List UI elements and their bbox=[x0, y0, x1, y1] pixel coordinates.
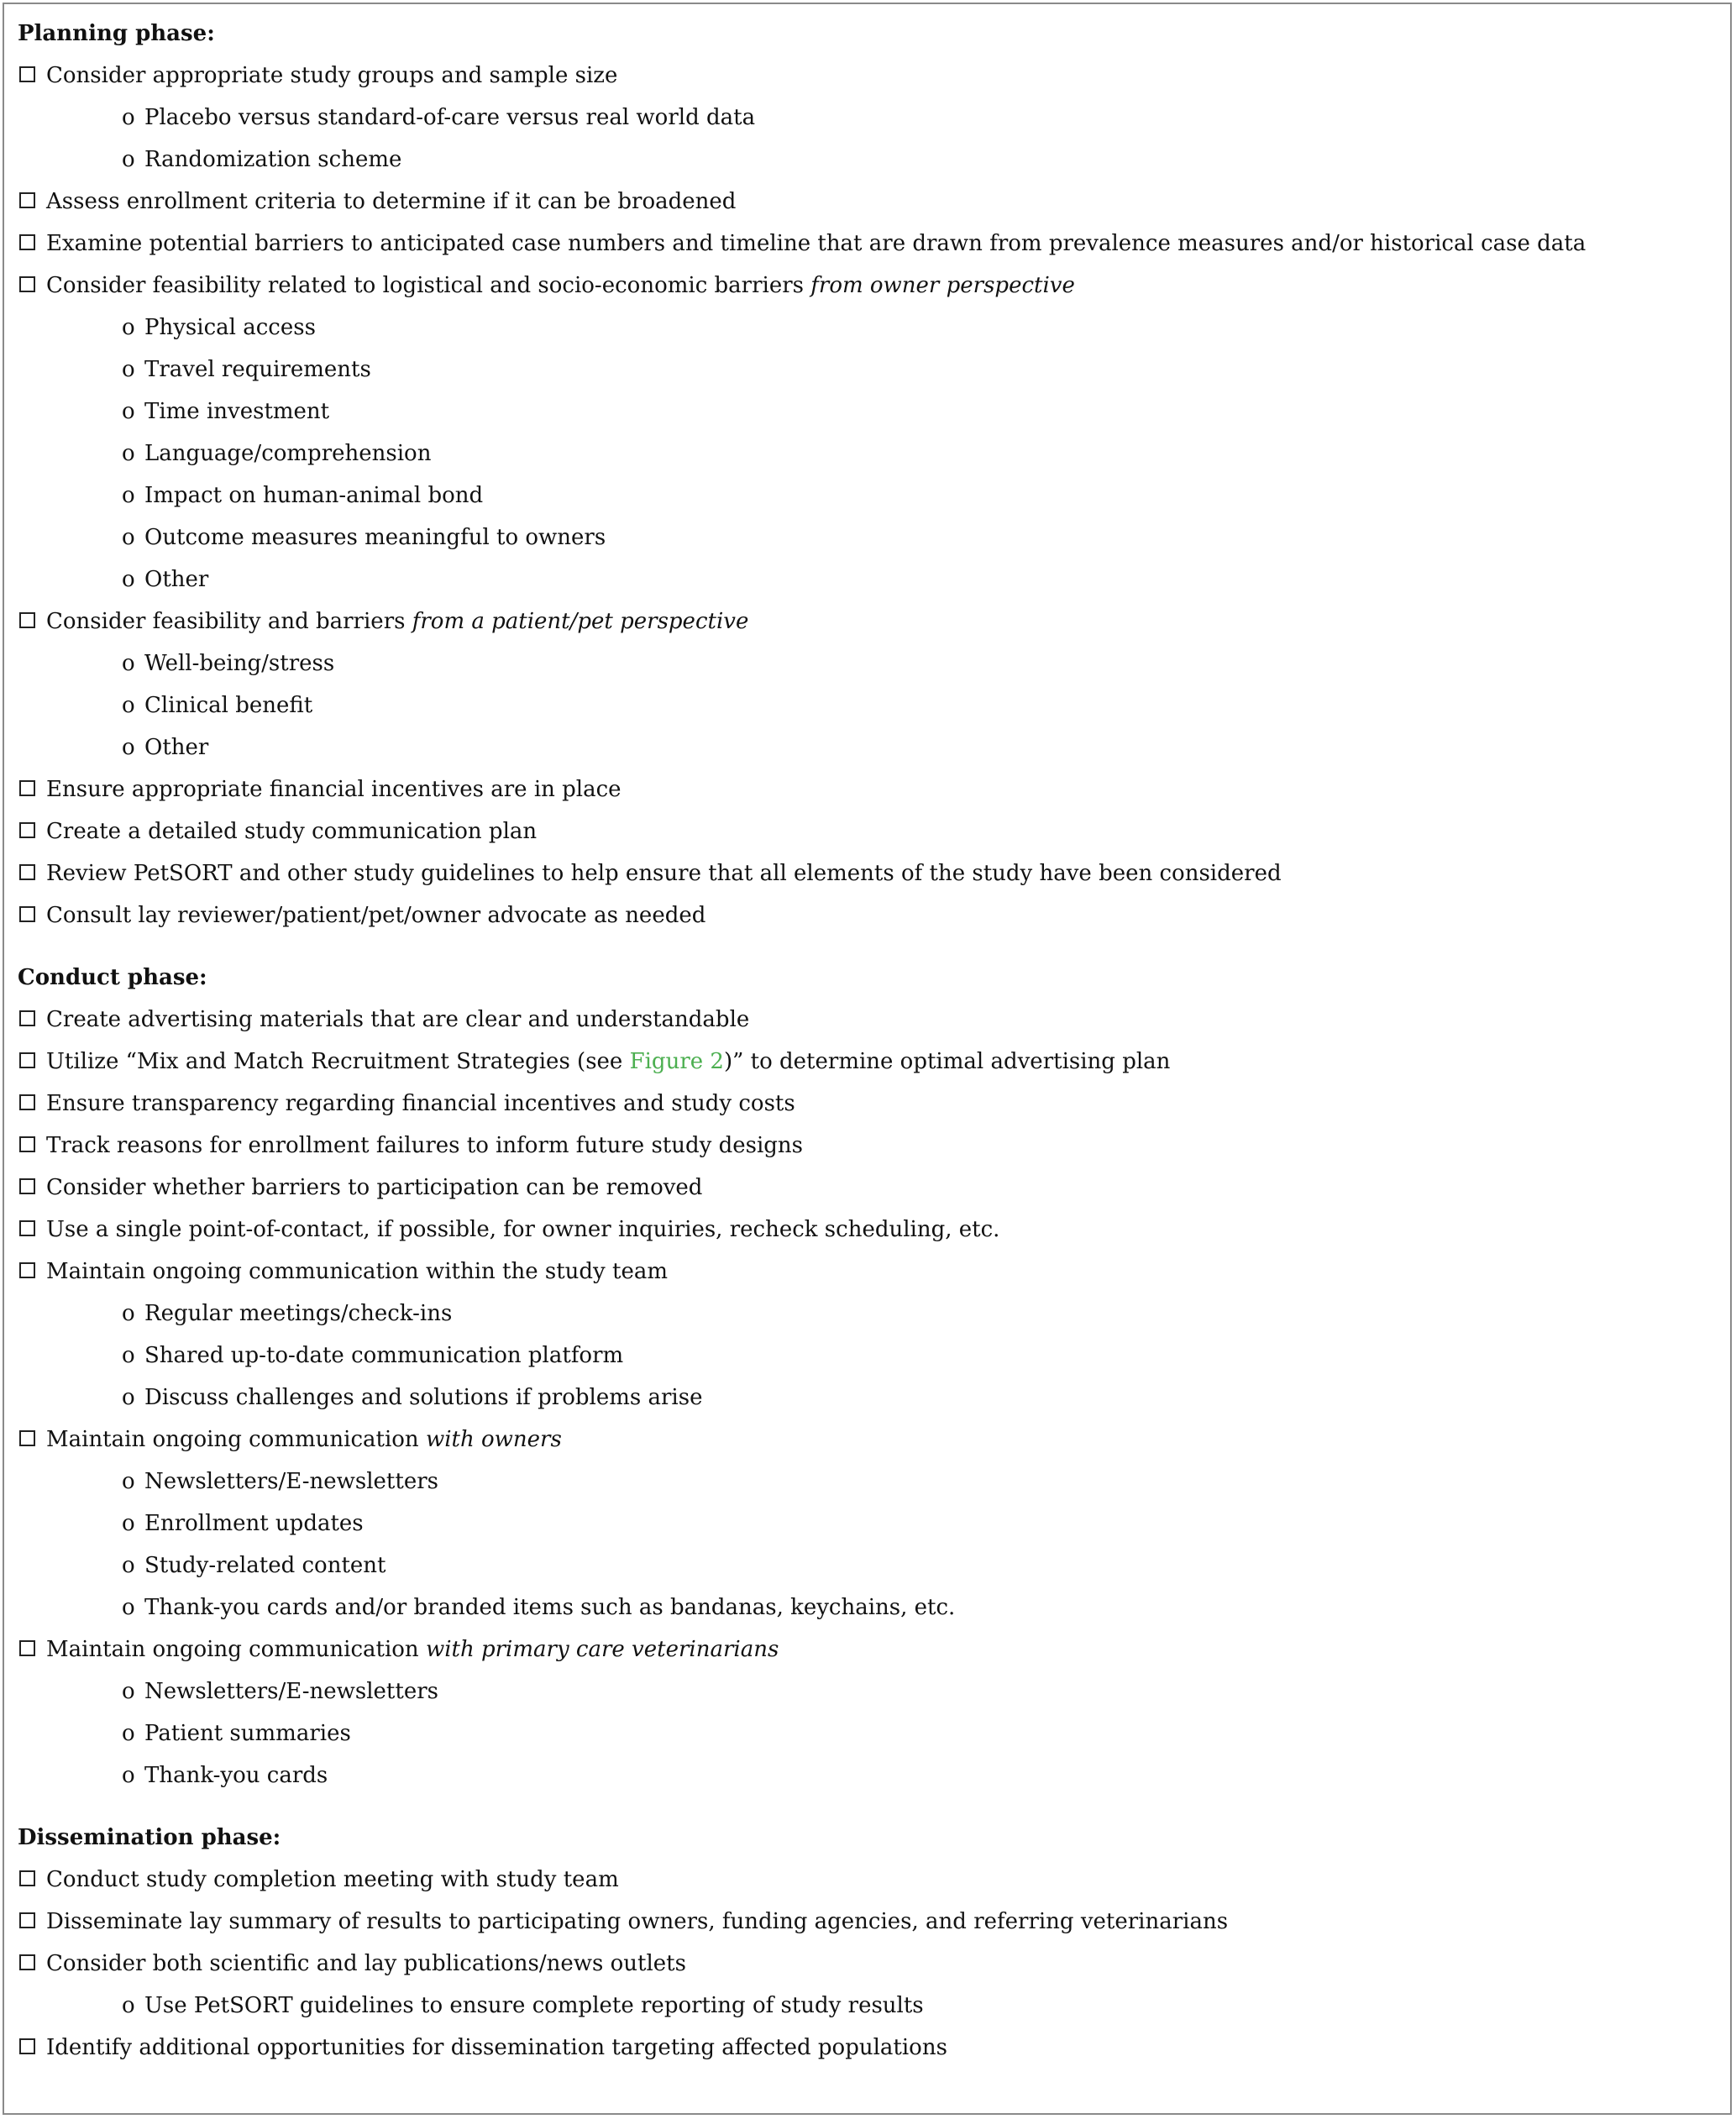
sub-item bbox=[18, 1671, 1723, 1713]
bullet-icon: o bbox=[122, 525, 135, 550]
checkbox[interactable] bbox=[19, 1430, 35, 1446]
checkbox[interactable] bbox=[19, 192, 35, 208]
bullet-icon: o bbox=[122, 1301, 135, 1326]
checklist-item bbox=[18, 810, 1723, 852]
item-text: Assess enrollment criteria to determine if it can be broadened bbox=[46, 189, 737, 214]
bullet-icon: o bbox=[122, 1993, 135, 2018]
checklist-content bbox=[18, 13, 1723, 2069]
bullet-icon: o bbox=[122, 1553, 135, 1578]
item-text-emphasis: with owners bbox=[425, 1427, 562, 1452]
checklist-item bbox=[18, 852, 1723, 894]
sub-item bbox=[18, 1985, 1723, 2027]
item-text-emphasis: with primary care veterinarians bbox=[425, 1637, 779, 1662]
sub-item-text: Study-related content bbox=[144, 1553, 386, 1578]
item-text: Ensure appropriate financial incentives are in place bbox=[46, 777, 621, 802]
checklist-item bbox=[18, 1209, 1723, 1251]
item-text: Consider appropriate study groups and sample size bbox=[46, 63, 618, 88]
item-text: Consult lay reviewer/patient/pet/owner advocate as needed bbox=[46, 903, 706, 928]
checklist-item bbox=[18, 2027, 1723, 2069]
sub-item-text: Patient summaries bbox=[144, 1721, 351, 1746]
checkbox[interactable] bbox=[19, 612, 35, 628]
checkbox[interactable] bbox=[19, 1220, 35, 1236]
checkbox[interactable] bbox=[19, 2038, 35, 2054]
sub-item-text: Physical access bbox=[144, 315, 316, 340]
sub-item bbox=[18, 517, 1723, 559]
sub-item-text: Impact on human-animal bond bbox=[144, 483, 484, 508]
phase-title: Planning phase: bbox=[18, 21, 215, 46]
bullet-icon: o bbox=[122, 315, 135, 340]
sub-item-text: Newsletters/E-newsletters bbox=[144, 1469, 438, 1494]
bullet-icon: o bbox=[122, 567, 135, 592]
item-text: Use a single point-of-contact, if possible, for owner inquiries, recheck scheduling, etc. bbox=[46, 1217, 1000, 1242]
item-text: Consider both scientific and lay publications/news outlets bbox=[46, 1951, 686, 1976]
bullet-icon: o bbox=[122, 735, 135, 760]
sub-item bbox=[18, 1545, 1723, 1587]
bullet-icon: o bbox=[122, 1763, 135, 1788]
item-text: )” to determine optimal advertising plan bbox=[723, 1049, 1171, 1074]
bullet-icon: o bbox=[122, 357, 135, 382]
bullet-icon: o bbox=[122, 483, 135, 508]
sub-item bbox=[18, 349, 1723, 391]
phase-title: Dissemination phase: bbox=[18, 1825, 281, 1850]
checkbox[interactable] bbox=[19, 1010, 35, 1026]
bullet-icon: o bbox=[122, 1721, 135, 1746]
bullet-icon: o bbox=[122, 651, 135, 676]
sub-item-text: Travel requirements bbox=[144, 357, 371, 382]
sub-item-text: Randomization scheme bbox=[144, 147, 402, 172]
sub-item bbox=[18, 139, 1723, 181]
figure-link[interactable]: Figure 2 bbox=[629, 1049, 724, 1074]
checklist-item bbox=[18, 1419, 1723, 1461]
item-text-emphasis: from owner perspective bbox=[810, 273, 1075, 298]
item-text: Maintain ongoing communication bbox=[46, 1637, 426, 1662]
sub-item-text: Well-being/stress bbox=[144, 651, 335, 676]
sub-item bbox=[18, 433, 1723, 475]
checkbox[interactable] bbox=[19, 1136, 35, 1152]
checklist-item bbox=[18, 1083, 1723, 1125]
checkbox[interactable] bbox=[19, 1178, 35, 1194]
item-text: Ensure transparency regarding financial incentives and study costs bbox=[46, 1091, 795, 1116]
sub-item bbox=[18, 1461, 1723, 1503]
sub-item-text: Thank-you cards bbox=[144, 1763, 328, 1788]
bullet-icon: o bbox=[122, 441, 135, 466]
sub-item-text: Use PetSORT guidelines to ensure complete reporting of study results bbox=[144, 1993, 924, 2018]
bullet-icon: o bbox=[122, 399, 135, 424]
item-text: Identify additional opportunities for dissemination targeting affected populations bbox=[46, 2035, 947, 2060]
sub-item-text: Other bbox=[144, 735, 209, 760]
sub-item bbox=[18, 307, 1723, 349]
sub-item-text: Outcome measures meaningful to owners bbox=[144, 525, 606, 550]
checklist-item bbox=[18, 265, 1723, 307]
sub-item bbox=[18, 1377, 1723, 1419]
sub-item bbox=[18, 97, 1723, 139]
checkbox[interactable] bbox=[19, 1094, 35, 1110]
sub-item-text: Placebo versus standard-of-care versus real world data bbox=[144, 105, 756, 130]
item-text: Review PetSORT and other study guidelines to help ensure that all elements of the study have been considered bbox=[46, 861, 1282, 886]
checkbox[interactable] bbox=[19, 780, 35, 796]
sub-item-text: Enrollment updates bbox=[144, 1511, 364, 1536]
sub-item bbox=[18, 643, 1723, 684]
item-text: Create a detailed study communication plan bbox=[46, 819, 538, 844]
sub-item bbox=[18, 391, 1723, 433]
item-text-emphasis: from a patient/pet perspective bbox=[412, 609, 749, 634]
checkbox[interactable] bbox=[19, 234, 35, 250]
checklist-item bbox=[18, 1901, 1723, 1943]
sub-item bbox=[18, 1293, 1723, 1335]
bullet-icon: o bbox=[122, 1385, 135, 1410]
sub-item bbox=[18, 1754, 1723, 1796]
checklist-item bbox=[18, 223, 1723, 265]
item-text: Maintain ongoing communication within the study team bbox=[46, 1259, 668, 1284]
checklist-item bbox=[18, 999, 1723, 1041]
sub-item bbox=[18, 1587, 1723, 1629]
checkbox[interactable] bbox=[19, 66, 35, 82]
checklist-item bbox=[18, 1167, 1723, 1209]
bullet-icon: o bbox=[122, 105, 135, 130]
checkbox[interactable] bbox=[19, 1640, 35, 1656]
phase-title: Conduct phase: bbox=[18, 965, 207, 990]
bullet-icon: o bbox=[122, 1511, 135, 1536]
checklist-item bbox=[18, 1251, 1723, 1293]
checklist-item bbox=[18, 768, 1723, 810]
sub-item bbox=[18, 559, 1723, 601]
sub-item bbox=[18, 684, 1723, 726]
bullet-icon: o bbox=[122, 693, 135, 718]
sub-item bbox=[18, 475, 1723, 517]
item-text: Consider whether barriers to participation can be removed bbox=[46, 1175, 703, 1200]
checkbox[interactable] bbox=[19, 906, 35, 922]
checklist-item bbox=[18, 1041, 1723, 1083]
item-text: Disseminate lay summary of results to participating owners, funding agencies, and referring veterinarians bbox=[46, 1909, 1229, 1934]
sub-item-text: Thank-you cards and/or branded items such as bandanas, keychains, etc. bbox=[144, 1595, 956, 1620]
checklist-item bbox=[18, 1125, 1723, 1167]
item-text: Consider feasibility and barriers bbox=[46, 609, 412, 634]
phase-section bbox=[18, 13, 1723, 936]
checkbox[interactable] bbox=[19, 1912, 35, 1928]
phase-section bbox=[18, 957, 1723, 1796]
item-text: Create advertising materials that are clear and understandable bbox=[46, 1007, 750, 1032]
checkbox[interactable] bbox=[19, 1262, 35, 1278]
sub-item-text: Regular meetings/check-ins bbox=[144, 1301, 453, 1326]
item-text: Utilize “Mix and Match Recruitment Strategies (see bbox=[46, 1049, 630, 1074]
sub-item-text: Time investment bbox=[144, 399, 330, 424]
item-text: Maintain ongoing communication bbox=[46, 1427, 426, 1452]
bullet-icon: o bbox=[122, 1679, 135, 1704]
item-text: Consider feasibility related to logistical and socio-economic barriers bbox=[46, 273, 811, 298]
item-text: Track reasons for enrollment failures to inform future study designs bbox=[46, 1133, 803, 1158]
item-text: Conduct study completion meeting with study team bbox=[46, 1867, 619, 1892]
sub-item-text: Shared up-to-date communication platform bbox=[144, 1343, 624, 1368]
bullet-icon: o bbox=[122, 1469, 135, 1494]
checkbox[interactable] bbox=[19, 864, 35, 880]
checkbox[interactable] bbox=[19, 276, 35, 292]
sub-item bbox=[18, 1335, 1723, 1377]
sub-item-text: Discuss challenges and solutions if problems arise bbox=[144, 1385, 703, 1410]
checklist-item bbox=[18, 55, 1723, 97]
sub-item-text: Other bbox=[144, 567, 209, 592]
checklist-item bbox=[18, 1943, 1723, 1985]
sub-item-text: Clinical benefit bbox=[144, 693, 313, 718]
checklist-item bbox=[18, 181, 1723, 223]
bullet-icon: o bbox=[122, 1595, 135, 1620]
checklist-item bbox=[18, 601, 1723, 643]
checklist-frame bbox=[3, 3, 1732, 2115]
sub-item-text: Language/comprehension bbox=[144, 441, 432, 466]
checkbox[interactable] bbox=[19, 1870, 35, 1886]
checkbox[interactable] bbox=[19, 822, 35, 838]
sub-item bbox=[18, 1503, 1723, 1545]
sub-item bbox=[18, 1713, 1723, 1754]
phase-section bbox=[18, 1817, 1723, 2069]
checkbox[interactable] bbox=[19, 1052, 35, 1068]
checkbox[interactable] bbox=[19, 1954, 35, 1970]
checklist-item bbox=[18, 1629, 1723, 1671]
bullet-icon: o bbox=[122, 1343, 135, 1368]
sub-item bbox=[18, 726, 1723, 768]
checklist-item bbox=[18, 1859, 1723, 1901]
bullet-icon: o bbox=[122, 147, 135, 172]
checklist-item bbox=[18, 894, 1723, 936]
sub-item-text: Newsletters/E-newsletters bbox=[144, 1679, 438, 1704]
item-text: Examine potential barriers to anticipated case numbers and timeline that are drawn from prevalence measures and/or historical case data bbox=[46, 231, 1587, 256]
